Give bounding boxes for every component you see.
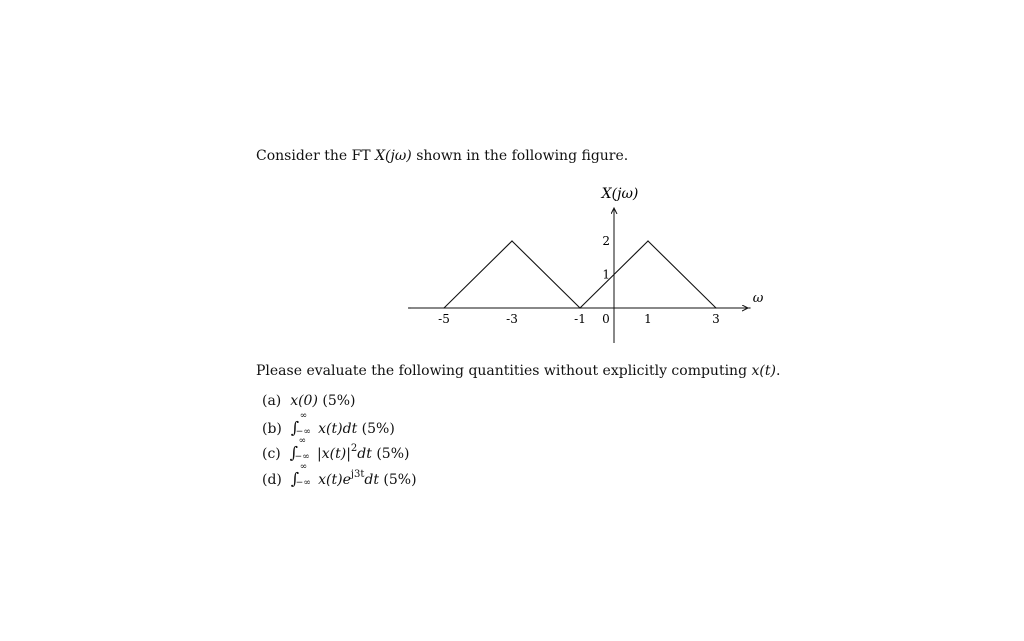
y-tick-label: 1 (602, 267, 610, 282)
x-axis-label: ω (752, 291, 764, 306)
y-tick-label: 2 (602, 234, 610, 248)
spectrum-point (409, 307, 410, 308)
integral-sign: ∫ ∞ −∞ (289, 436, 310, 462)
question-a: (a) x(0) (5%) (262, 393, 356, 409)
spectrum-line (410, 241, 750, 308)
x-tick-label: -1 (574, 312, 586, 326)
spectrum-point (443, 307, 444, 308)
question-d: (d) ∫ ∞ −∞ $x(t)e^{j3t}dt$ (5%) (262, 462, 417, 488)
integral-sign: ∫ ∞ −∞ (290, 411, 311, 437)
y-axis-label: X(jω) (601, 186, 639, 202)
spectrum-point (749, 307, 750, 308)
question-b: (b) ∫ ∞ −∞ x(t)dt (5%) (262, 411, 395, 437)
ft-symbol: X(jω) (375, 148, 412, 164)
intro-text: Consider the FT X(jω) shown in the following figure. (256, 148, 629, 164)
spectrum-point (579, 307, 580, 308)
spectrum-point (715, 307, 716, 308)
spectrum-point (511, 240, 512, 241)
x-tick-label: 1 (644, 312, 652, 326)
x-tick-label: -3 (506, 312, 518, 326)
x-tick-label: -5 (438, 312, 450, 326)
question-c: (c) ∫ ∞ −∞ $|x(t)|^2dt$ (5%) (262, 436, 410, 462)
prompt-text: Please evaluate the following quantities without explicitly computing x(t). (256, 363, 781, 379)
integral-sign: ∫ ∞ −∞ (290, 462, 311, 488)
x-tick-label: 3 (712, 312, 720, 326)
x-tick-label: 0 (602, 312, 610, 326)
spectrum-point (647, 240, 648, 241)
